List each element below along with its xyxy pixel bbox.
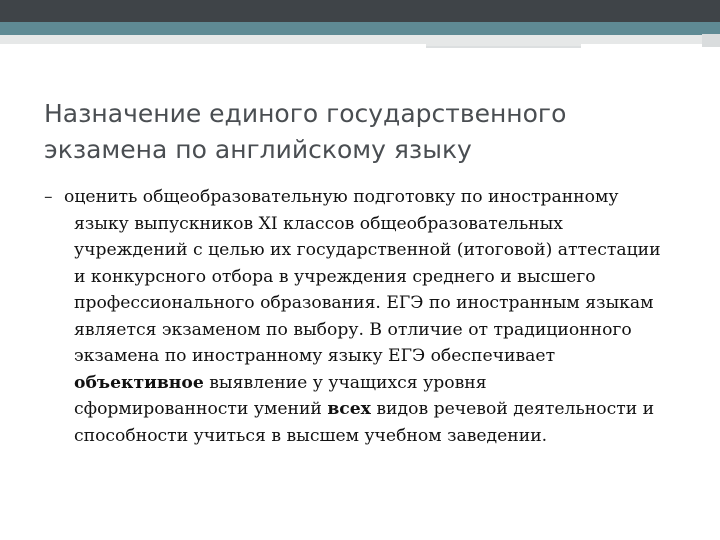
body-text-part-1: оценить общеобразовательную подготовку по иностранному языку выпускников XI классов общеобразовательных учреждений с целью их государственной (итоговой) аттестации и конкурсного отбора в учреждения среднего и высшего профессионального образования. ЕГЭ по иностранным языкам является экзаменом по выбору. В отличие от традиционного экзамена по иностранному языку ЕГЭ обеспечивает: [64, 187, 661, 366]
header-band-dark: [0, 0, 720, 22]
slide-title: [44, 96, 684, 168]
bold-term-all: всех: [327, 399, 371, 419]
header-notch-line: [426, 46, 581, 48]
header-band-accent: [0, 22, 720, 35]
bold-term-objective: объективное: [74, 372, 204, 393]
body-text-part-3: видов речевой деятельности и способности учиться в высшем учебном заведении.: [74, 399, 655, 446]
slide-title-line-2: экзамена по английскому языку: [44, 135, 472, 164]
body-text-part-2: выявление у учащихся уровня сформированности умений: [74, 372, 487, 419]
header-band-light: [0, 35, 720, 44]
header-notch: [426, 35, 581, 46]
bullet-dash: –: [44, 187, 53, 207]
header-right-tab: [702, 34, 720, 47]
body-paragraph: [44, 184, 664, 449]
slide-title-line-1: Назначение единого государственного: [44, 99, 567, 128]
slide-body: [44, 184, 664, 449]
